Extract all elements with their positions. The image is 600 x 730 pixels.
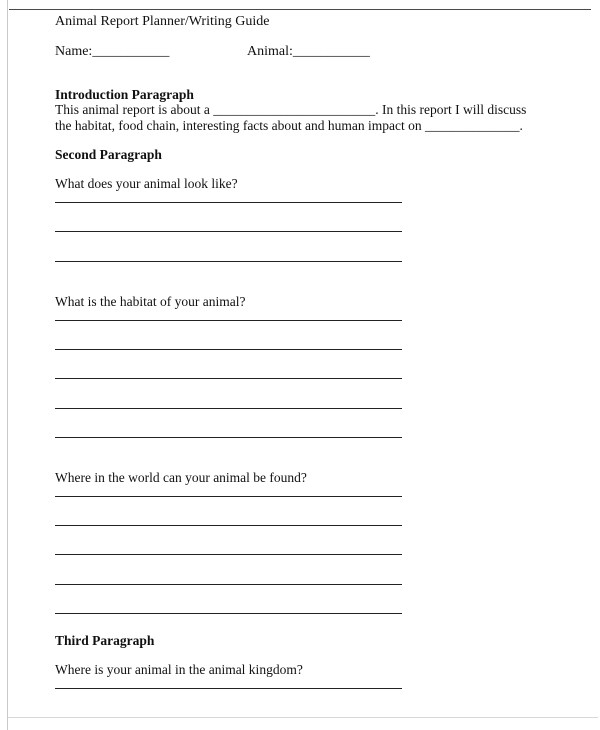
answer-line	[55, 688, 402, 689]
introduction-line-2: the habitat, food chain, interesting facts about and human impact on ______________.	[55, 118, 523, 133]
answer-line	[55, 408, 402, 409]
page-left-border	[7, 0, 8, 730]
answer-line	[55, 320, 402, 321]
answer-line	[55, 496, 402, 497]
introduction-line-1: This animal report is about a ________________________. In this report I will discuss	[55, 102, 527, 117]
answer-line	[55, 525, 402, 526]
name-field-label: Name:___________	[55, 44, 170, 59]
answer-line	[55, 202, 402, 203]
answer-line	[55, 231, 402, 232]
animal-field-label: Animal:___________	[247, 44, 370, 59]
answer-line	[55, 378, 402, 379]
answer-line	[55, 613, 402, 614]
name-animal-row	[55, 42, 475, 62]
page-top-rule	[9, 9, 591, 10]
document-title: Animal Report Planner/Writing Guide	[55, 14, 270, 29]
question-animal-location: Where in the world can your animal be found?	[55, 470, 307, 485]
third-paragraph-heading: Third Paragraph	[55, 633, 155, 648]
question-animal-habitat: What is the habitat of your animal?	[55, 294, 246, 309]
answer-line	[55, 349, 402, 350]
introduction-heading: Introduction Paragraph	[55, 87, 194, 102]
answer-line	[55, 554, 402, 555]
question-animal-kingdom: Where is your animal in the animal kingdom?	[55, 662, 303, 677]
page-bottom-rule	[8, 717, 598, 718]
second-paragraph-heading: Second Paragraph	[55, 147, 162, 162]
question-animal-appearance: What does your animal look like?	[55, 176, 238, 191]
answer-line	[55, 261, 402, 262]
answer-line	[55, 437, 402, 438]
answer-line	[55, 584, 402, 585]
